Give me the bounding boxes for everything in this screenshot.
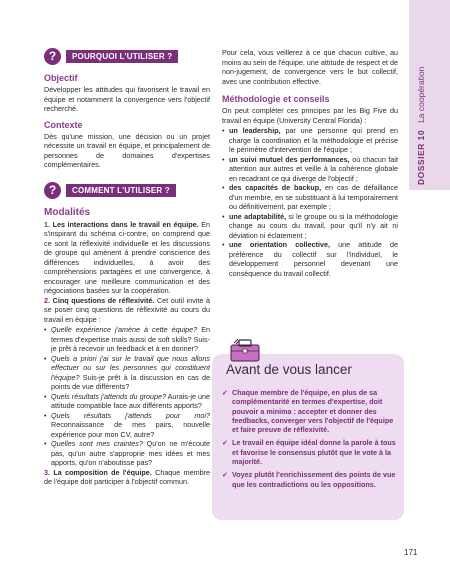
question-mark-icon: ?	[44, 48, 61, 65]
modalites-heading: Modalités	[44, 206, 91, 218]
item-text: si le groupe ou si la méthodologie change au cours du travail, pour qu'il n'y ait ni déviation ni éclatement ;	[229, 211, 398, 240]
list-item	[222, 240, 398, 278]
step-number: 1.	[44, 219, 50, 229]
question-detail: Qu'on ne m'écoute pas, qu'un autre s'approprie mes idées et mes apports, qu'on n'aboutisse pas?	[51, 439, 210, 467]
item-text: où chacun fait attention aux autres et veille à la cohérence globale en recadrant ce qui diverge de l'objectif ;	[229, 154, 398, 183]
toolbox-icon	[228, 336, 262, 364]
item-label: un leadership,	[229, 126, 281, 135]
contexte-heading: Contexte	[44, 119, 83, 130]
big-five-list	[222, 126, 398, 278]
list-item	[44, 439, 210, 468]
page-number: 171	[404, 548, 418, 557]
list-item	[44, 392, 210, 411]
list-item	[44, 325, 210, 354]
question: Quelles sont mes craintes?	[51, 439, 143, 448]
step-2	[44, 296, 210, 325]
contexte-text: Dès qu'une mission, une décision ou un projet nécessite un travail en équipe, et principalement de personnes de domaines d'expertises complémentaires.	[44, 131, 210, 169]
question-mark-icon: ?	[44, 182, 61, 199]
step-number: 3.	[44, 467, 50, 477]
list-item	[222, 155, 398, 184]
check-icon: ✓	[222, 470, 229, 480]
section-banner-how	[44, 182, 210, 199]
question: Quels résultats j'attends pour moi?	[51, 410, 210, 420]
left-column	[44, 48, 210, 487]
tips-list	[222, 388, 400, 493]
methodo-heading: Méthodologie et conseils	[222, 94, 330, 104]
question-detail: Reconnaissance de mes pairs, nouvelle expérience pour mon CV, autre?	[51, 420, 210, 439]
step-heading: Les interactions dans le travail en équipe.	[52, 219, 199, 229]
question: Quels a priori j'ai sur le travail que nous allons effectuer ou sur les personnes qui constituent l'équipe?	[51, 353, 210, 382]
step-text: Chaque membre de l'équipe doit participer à l'objectif commun.	[44, 467, 211, 486]
step-number: 2.	[44, 295, 50, 305]
dossier-topic: La coopération	[416, 66, 426, 123]
item-label: un suivi mutuel des performances,	[229, 154, 350, 164]
objectif-text: Développer les attitudes qui favorisent le travail en équipe et notamment la convergence vers l'objectif recherché.	[44, 85, 210, 113]
item-text: en cas de défaillance d'un membre, en se substituant à lui temporairement ou définitivement, par exemple ;	[229, 183, 399, 211]
box-title: Avant de vous lancer	[226, 362, 352, 377]
question-detail: En termes d'expertise mais aussi de soft skills? Suis-je prêt à recevoir un feedback et à en donner?	[51, 325, 211, 353]
banner-title: POURQUOI L'UTILISER ?	[66, 50, 178, 63]
list-item	[44, 411, 210, 440]
item-text: par une personne qui prend en charge la coordination et la méthodologie et précise le périmètre d'intervention de l'équipe ;	[229, 126, 398, 154]
question: Quelle expérience j'amène à cette équipe?	[51, 325, 198, 334]
step-3	[44, 468, 210, 487]
objectif-heading: Objectif	[44, 73, 78, 83]
list-item	[222, 183, 398, 212]
question-detail: Suis-je prêt à la discussion en cas de points de vue différents?	[51, 372, 210, 391]
list-item	[222, 126, 398, 155]
step-heading: Cinq questions de réflexivité.	[52, 295, 155, 305]
intro-text: Pour cela, vous veillerez à ce que chacun cultive, au moins au sein de l'équipe, une attitude de respect et de non-jugement, de convergence vers le but collectif, avec une contribution effective.	[222, 48, 398, 86]
check-icon: ✓	[222, 438, 229, 448]
step-text: En s'inspirant du schéma ci-contre, on comprend que ce sont la réflexivité individuelle et les discussions de groupe qui amènent à prendre conscience des différences individuelles, à avoir des compréhensions partagées et une convergence, à encourager une meilleure communication et des négociations basées sur la coopération.	[44, 219, 210, 295]
question-detail: Aurais-je une attitude compatible face aux différents apports?	[51, 391, 210, 410]
tip-text: Chaque membre de l'équipe, en plus de sa complémentarité en termes d'expertise, doit pouvoir a minima : accepter et donner des feedbacks, converger vers l'objectif de l'équipe et faire preuve de réflexivité.	[232, 388, 394, 435]
sidebar-label	[416, 67, 426, 185]
item-label: une orientation collective,	[229, 240, 330, 249]
item-text: une attitude de préférence du collectif sur l'individuel, le développement personnel devenant une conséquence du travail collectif.	[229, 240, 399, 278]
right-column	[222, 48, 398, 278]
check-icon: ✓	[222, 388, 229, 397]
item-label: une adaptabilité,	[229, 211, 287, 221]
list-item	[222, 470, 400, 489]
banner-title: COMMENT L'UTILISER ?	[66, 184, 176, 197]
step-text: Cet outil invite à se poser cinq questions de réflexivité au cours du travail en équipe :	[44, 295, 210, 324]
step-heading: La composition de l'équipe.	[53, 467, 152, 477]
tip-text: Voyez plutôt l'enrichissement des points de vue que les contradictions ou les oppositions.	[232, 470, 396, 489]
step-1	[44, 220, 210, 296]
methodo-text: On peut compléter ces principes par les Big Five du travail en équipe (University Central Florida) :	[222, 106, 398, 125]
section-banner-why	[44, 48, 210, 65]
item-label: des capacités de backup,	[229, 183, 322, 192]
list-item	[222, 212, 398, 241]
list-item	[222, 388, 400, 434]
question: Quels résultats j'attends du groupe?	[51, 391, 166, 401]
question-list	[44, 325, 210, 468]
tip-text: Le travail en équipe idéal donne la parole à tous et favorise le consensus plutôt que le vote à la majorité.	[232, 438, 396, 467]
list-item	[222, 438, 400, 466]
list-item	[44, 354, 210, 392]
dossier-number: DOSSIER 10	[416, 129, 426, 185]
